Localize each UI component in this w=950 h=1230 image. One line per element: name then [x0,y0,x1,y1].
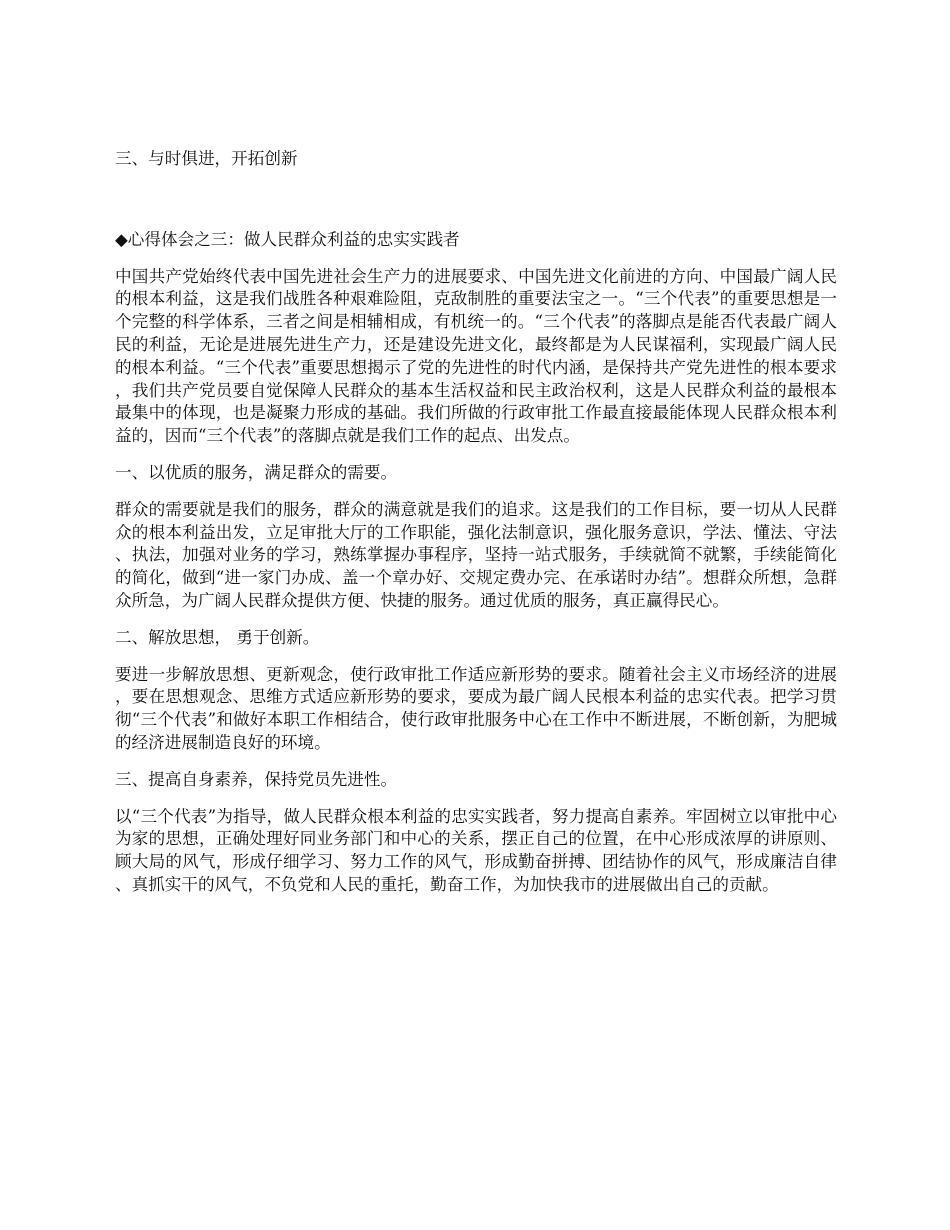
section-heading: 三、与时俱进，开拓创新 [115,149,298,168]
quality-paragraph: 以“三个代表”为指导，做人民群众根本利益的忠实实践者，努力提高自素养。牢固树立以审批中心为家的思想，正确处理好同业务部门和中心的关系，摆正自己的位置，在中心形成浓厚的讲原则、顾大局的风气，形成仔细学习、努力工作的风气，形成勤奋拼搏、团结协作的风气，形成廉洁自律、真抓实干的风气，不负党和人民的重托，勤奋工作，为加快我市的进展做出自己的贡献。 [115,806,837,894]
intro-paragraph: 中国共产党始终代表中国先进社会生产力的进展要求、中国先进文化前进的方向、中国最广阔人民的根本利益，这是我们战胜各种艰难险阻，克敌制胜的重要法宝之一。“三个代表”的重要思想是一个完整的科学体系，三者之间是相辅相成，有机统一的。“三个代表”的落脚点是能否代表最广阔人民的利益，无论是进展先进生产力，还是建设先进文化，最终都是为人民谋福利，实现最广阔人民的根本利益。“三个代表”重要思想揭示了党的先进性的时代内涵，是保持共产党先进性的根本要求，我们共产党员要自觉保障人民群众的基本生活权益和民主政治权利，这是人民群众利益的最根本最集中的体现，也是凝聚力形成的基础。我们所做的行政审批工作最直接最能体现人民群众根本利益的，因而“三个代表”的落脚点就是我们工作的起点、出发点。 [115,266,837,446]
subheading-service: 一、以优质的服务，满足群众的需要。 [115,462,398,482]
document-body [115,148,837,897]
innovation-paragraph: 要进一步解放思想、更新观念，使行政审批工作适应新形势的要求。随着社会主义市场经济的进展，要在思想观念、思维方式适应新形势的要求，要成为最广阔人民根本利益的忠实代表。把学习贯彻“三个代表”和做好本职工作相结合，使行政审批服务中心在工作中不断进展，不断创新，为肥城的经济进展制造良好的环境。 [115,664,837,752]
article-title: ◆心得体会之三：做人民群众利益的忠实实践者 [115,229,460,249]
service-paragraph: 群众的需要就是我们的服务，群众的满意就是我们的追求。这是我们的工作目标，要一切从人民群众的根本利益出发，立足审批大厅的工作职能，强化法制意识，强化服务意识，学法、懂法、守法、执法，加强对业务的学习，熟练掌握办事程序，坚持一站式服务，手续就简不就繁，手续能简化的简化，做到“进一家门办成、盖一个章办好、交规定费办完、在承诺时办结”。想群众所想，急群众所急，为广阔人民群众提供方便、快捷的服务。通过优质的服务，真正赢得民心。 [115,499,837,610]
subheading-innovation: 二、解放思想， 勇于创新。 [115,627,320,647]
subheading-quality: 三、提高自身素养，保持党员先进性。 [115,769,398,789]
